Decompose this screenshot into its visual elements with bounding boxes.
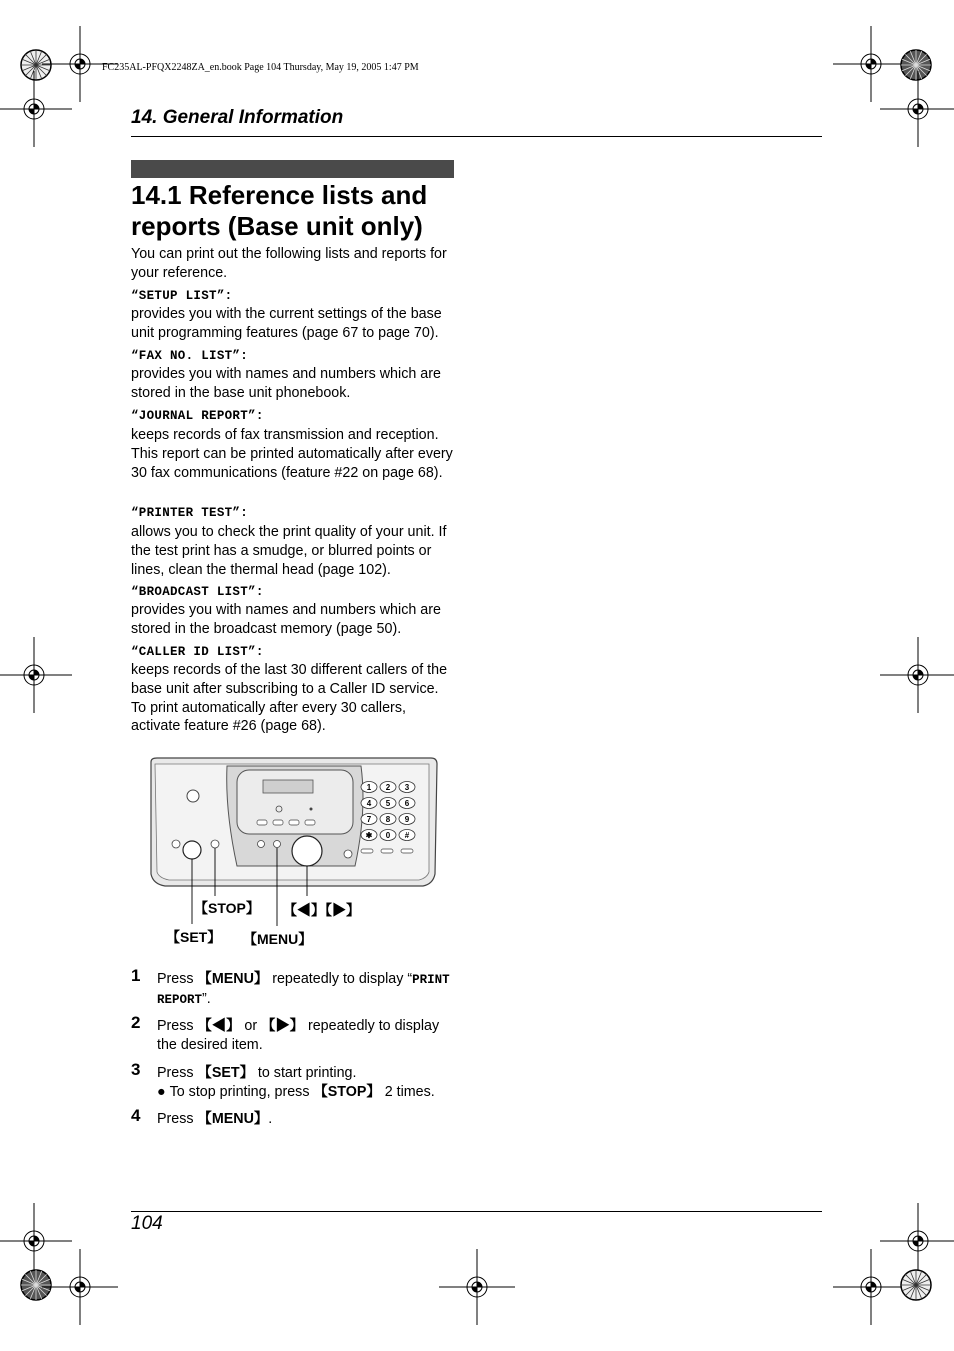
step-number: 2: [131, 1013, 141, 1032]
label-arrows: 【◀】【▶】: [283, 902, 360, 918]
section-title: [131, 180, 471, 242]
keypad-key-label: 8: [385, 815, 391, 824]
keypad-key-label: 7: [366, 815, 372, 824]
display-code: PRINT REPORT: [157, 973, 450, 1007]
desc-broadcast-list: provides you with names and numbers which are stored in the broadcast memory (page 50).: [131, 602, 441, 637]
key-right: 【▶】: [261, 1018, 304, 1034]
keypad-key-label: #: [404, 831, 410, 840]
term-fax-no-list: “FAX NO. LIST”:: [131, 349, 249, 363]
step-bullet: [157, 1083, 457, 1102]
print-info: FC235AL-PFQX2248ZA_en.book Page 104 Thursday, May 19, 2005 1:47 PM: [102, 62, 419, 73]
section-title-line1: 14.1 Reference lists and: [131, 180, 428, 210]
term-broadcast-list: “BROADCAST LIST”:: [131, 585, 264, 599]
keypad-key-label: 6: [404, 799, 410, 808]
label-set: 【SET】: [166, 929, 222, 945]
term-setup-list: “SETUP LIST”:: [131, 289, 233, 303]
footer-rule: [131, 1211, 822, 1212]
label-stop: 【STOP】: [194, 900, 260, 916]
step-text: repeatedly to display the desired item.: [157, 1018, 440, 1053]
step-number: 4: [131, 1106, 141, 1125]
keypad-key-label: 2: [385, 783, 391, 792]
page-number: 104: [131, 1213, 163, 1234]
bullet-icon: ●: [157, 1083, 170, 1100]
step-text: Press: [157, 1065, 198, 1081]
desc-setup-list: provides you with the current settings of the base unit programming features (page 67 to page 70).: [131, 306, 442, 341]
keypad-key-label: 1: [366, 783, 372, 792]
key-set: 【SET】: [197, 1065, 254, 1081]
term-printer-test: “PRINTER TEST”:: [131, 506, 249, 520]
header-rule: [131, 136, 822, 137]
keypad-key-label: 5: [385, 799, 391, 808]
header-title: 14. General Information: [131, 107, 344, 128]
step-text: 2 times.: [380, 1083, 435, 1100]
keypad-key-label: 0: [385, 831, 391, 840]
step-text: Press: [157, 971, 198, 987]
desc-printer-test: allows you to check the print quality of your unit. If the test print has a smudge, or blurred points or lines, clean the thermal head (page 102).: [131, 524, 447, 578]
intro-text: You can print out the following lists and reports for your reference.: [131, 246, 447, 281]
keypad-key-label: 3: [404, 783, 410, 792]
keypad-key-label: 9: [404, 815, 410, 824]
keypad-key-label: ✱: [365, 831, 373, 840]
desc-fax-no-list: provides you with names and numbers which are stored in the base unit phonebook.: [131, 366, 441, 401]
step-text: Press: [157, 1111, 198, 1127]
key-menu: 【MENU】: [197, 971, 269, 987]
step-number: 3: [131, 1060, 141, 1079]
step-text: Press: [157, 1018, 198, 1034]
key-stop: 【STOP】: [313, 1083, 381, 1100]
section-bar: [131, 160, 454, 178]
step-text: or: [240, 1018, 262, 1034]
desc-caller-id-list: keeps records of the last 30 different callers of the base unit after subscribing to a Caller ID service. To print automatically after every 30 callers, activate feature #26 (page 68).: [131, 662, 448, 735]
desc-journal-report: keeps records of fax transmission and reception. This report can be printed automatically after every 30 fax communications (feature #22 on page 68).: [131, 427, 453, 481]
step-text: .: [268, 1111, 273, 1127]
section-title-line2: reports (Base unit only): [131, 211, 423, 241]
term-journal-report: “JOURNAL REPORT”:: [131, 409, 264, 423]
term-caller-id-list: “CALLER ID LIST”:: [131, 645, 264, 659]
label-menu: 【MENU】: [243, 931, 313, 947]
key-menu: 【MENU】: [197, 1111, 269, 1127]
step-text: repeatedly to display “: [268, 971, 413, 987]
step-text: to start printing.: [253, 1065, 357, 1081]
step-text: ”.: [202, 990, 211, 1007]
key-left: 【◀】: [197, 1018, 241, 1034]
step-number: 1: [131, 966, 141, 985]
keypad-key-label: 4: [366, 799, 372, 808]
step-text: To stop printing, press: [169, 1083, 314, 1100]
